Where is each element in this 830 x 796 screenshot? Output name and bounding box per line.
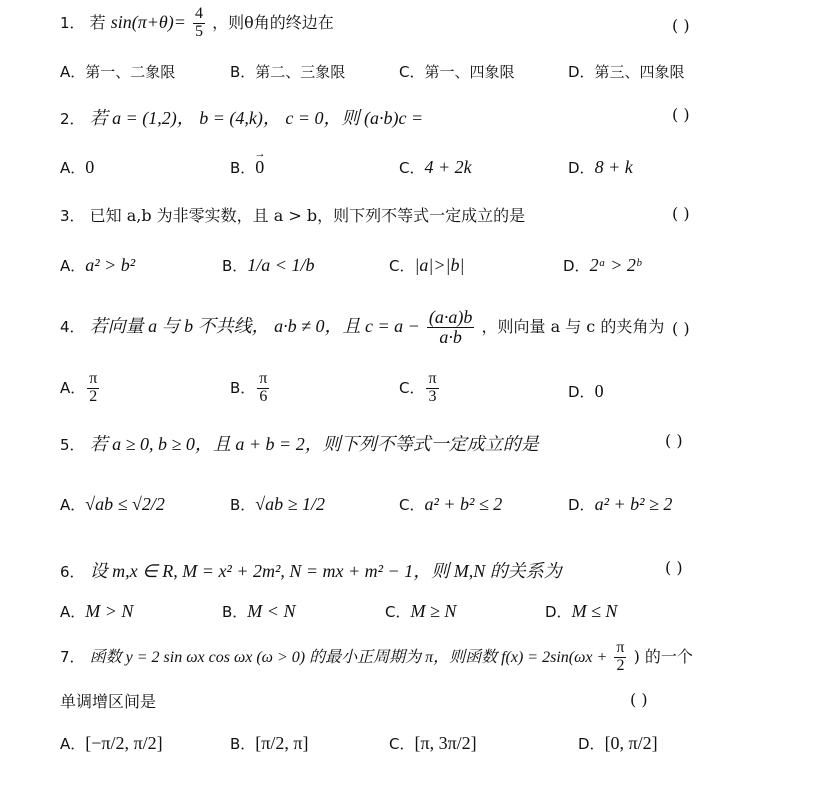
fraction: $\frac{\pi}{2}$ [89, 370, 98, 405]
question-number: 4． [60, 317, 85, 336]
answer-parenthesis: ( ) [665, 558, 683, 577]
option-b: B．第二、三象限 [230, 63, 346, 81]
question-text: ) 的一个 [633, 646, 693, 666]
question-text: 若向量 a 与 b 不共线， a·b ≠ 0，且 c = a − [89, 315, 420, 336]
question-text: ，则θ角的终边在 [212, 12, 334, 32]
option-b: B．→ 0 [230, 157, 264, 178]
zero-vector: → 0 [255, 157, 264, 178]
option-a: A．0 [60, 157, 95, 177]
question-7 [60, 640, 693, 675]
option-d: D．0 [568, 381, 604, 401]
question-number: 7． [60, 647, 85, 666]
option-a: A．a² > b² [60, 255, 136, 275]
question-number: 5． [60, 436, 85, 454]
option-b: B．1/a < 1/b [222, 255, 315, 275]
question-1 [60, 6, 334, 41]
option-b: B．√ab ≥ 1/2 [230, 494, 326, 514]
math-expression: sin(π+θ)= [110, 11, 186, 32]
fraction: $\frac{\pi}{6}$ [259, 370, 268, 405]
option-a: A．M > N [60, 601, 134, 621]
answer-parenthesis: ( ) [672, 105, 690, 124]
answer-parenthesis: ( ) [672, 204, 690, 223]
option-b: B．M < N [222, 601, 296, 621]
option-c: C．[π, 3π/2] [389, 733, 477, 753]
question-6 [60, 557, 562, 583]
option-c: C． $\frac{\pi}{3}$ [399, 370, 437, 405]
question-text: ，则向量 a 与 c 的夹角为 [481, 316, 665, 336]
option-a: A．[−π/2, π/2] [60, 733, 163, 753]
option-d: D．8 + k [568, 157, 633, 177]
question-text: 已知 a,b 为非零实数，且 a > b，则下列不等式一定成立的是 [89, 206, 526, 225]
question-text: 设 m,x ∈ R, M = x² + 2m², N = mx + m² − 1，则 M,N 的关系为 [89, 561, 562, 581]
question-number: 6． [60, 563, 85, 581]
option-c: C．a² + b² ≤ 2 [399, 494, 503, 514]
answer-parenthesis: ( ) [630, 690, 648, 709]
fraction: $\frac{(a\cdot a)b}{a\cdot b}$ [428, 307, 473, 347]
question-text: 若 [89, 12, 106, 32]
fraction: $\frac{\pi}{2}$ [616, 639, 625, 674]
question-text-line-2: 单调增区间是 [60, 692, 157, 711]
answer-parenthesis: ( ) [672, 16, 690, 35]
question-5 [60, 430, 539, 456]
option-c: C．M ≥ N [385, 601, 457, 621]
fraction: $\frac{\pi}{3}$ [428, 370, 437, 405]
question-2 [60, 104, 423, 130]
question-number: 3． [60, 207, 85, 225]
option-a: A．√ab ≤ √2/2 [60, 494, 165, 514]
question-4 [60, 308, 664, 347]
option-d: D．a² + b² ≥ 2 [568, 494, 673, 514]
fraction: $\frac{4}{5}$ [195, 5, 203, 40]
option-d: D．第三、四象限 [568, 63, 685, 81]
option-c: C．4 + 2k [399, 157, 472, 177]
option-b: B．[π/2, π] [230, 733, 309, 753]
question-text: 函数 y = 2 sin ωx cos ωx (ω > 0) 的最小正周期为 π，则函数 f(x) = 2sin(ωx + [89, 648, 608, 666]
question-number: 2． [60, 110, 85, 128]
option-b: B． $\frac{\pi}{6}$ [230, 370, 268, 405]
question-number: 1． [60, 13, 85, 32]
answer-parenthesis: ( ) [665, 431, 683, 450]
option-c: C．|a|>|b| [389, 255, 465, 275]
option-d: D．[0, π/2] [578, 733, 658, 753]
answer-parenthesis: ( ) [672, 319, 690, 338]
option-a: A．第一、二象限 [60, 63, 176, 81]
option-c: C．第一、四象限 [399, 63, 515, 81]
option-d: D．2ᵃ > 2ᵇ [563, 255, 641, 275]
option-a: A． $\frac{\pi}{2}$ [60, 370, 98, 405]
question-text: 若 a = (1,2)， b = (4,k)， c = 0，则 (a·b)c = [89, 108, 424, 128]
option-d: D．M ≤ N [545, 601, 618, 621]
question-3 [60, 203, 525, 226]
question-text: 若 a ≥ 0, b ≥ 0，且 a + b = 2，则下列不等式一定成立的是 [89, 434, 539, 454]
